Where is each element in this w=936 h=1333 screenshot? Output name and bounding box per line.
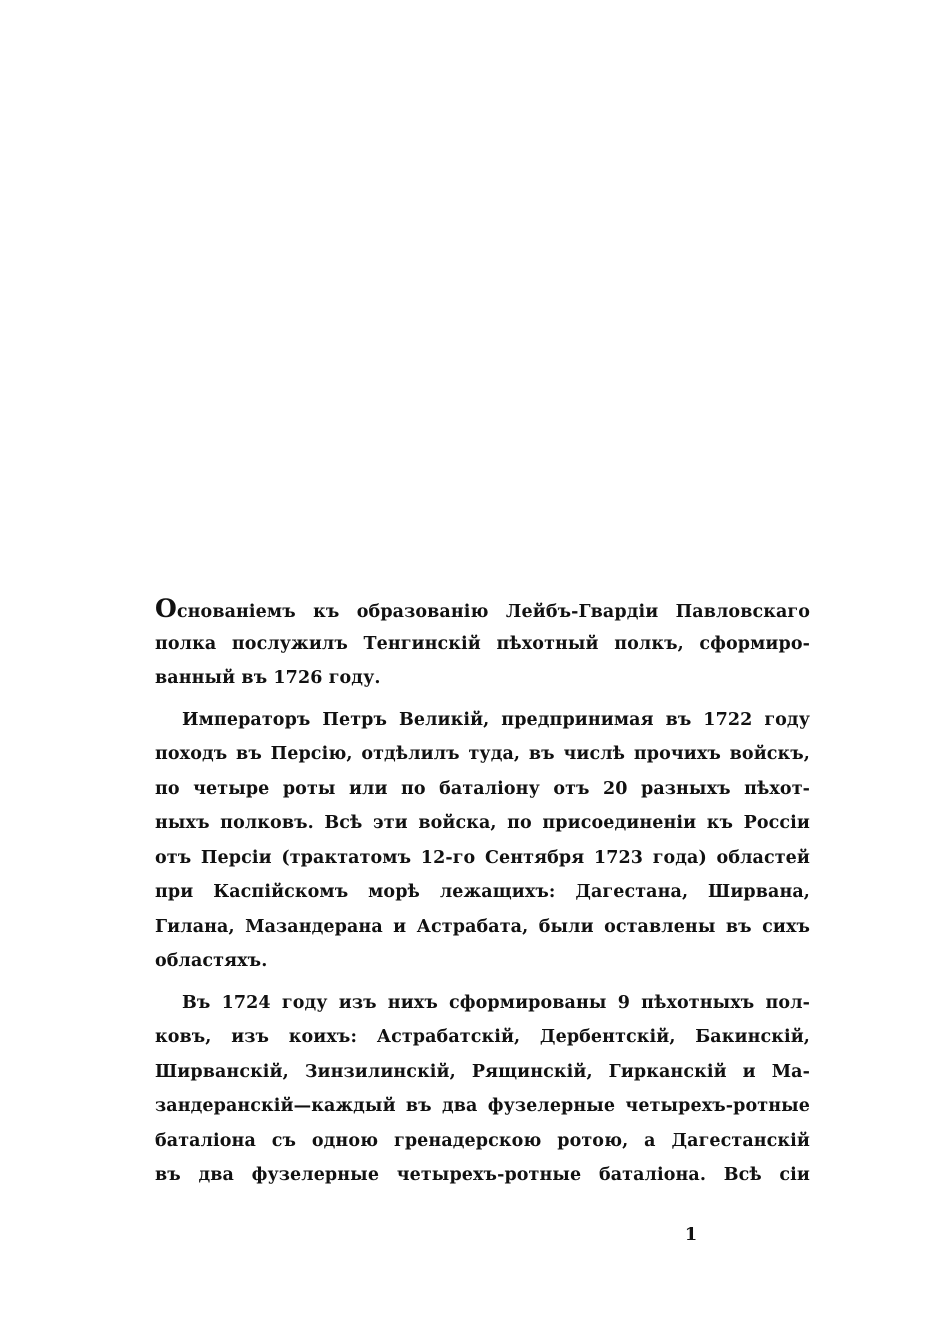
text-line (155, 592, 810, 627)
text-line: ныхъ полковъ. Всѣ эти войска, по присоединеніи къ Россіи (155, 813, 810, 833)
text-line: полка послужилъ Тенгинскій пѣхотный полкъ, сформиро- (155, 633, 810, 654)
text-line: при Каспійскомъ морѣ лежащихъ: Дагестана, Ширвана, (155, 882, 810, 902)
text-line: въ два фузелерные четырехъ-ротные баталіона. Всѣ сіи (155, 1165, 810, 1185)
text-line: отъ Персіи (трактатомъ 12-го Сентября 1723 года) областей (155, 847, 810, 868)
text-line: Въ 1724 году изъ нихъ сформированы 9 пѣхотныхъ пол- (182, 992, 810, 1013)
text-line: по четыре роты или по баталіону отъ 20 разныхъ пѣхот- (155, 778, 810, 799)
page-number: 1 (684, 1224, 698, 1245)
text-line: ванный въ 1726 году. (155, 668, 381, 688)
drop-cap: О (155, 594, 177, 623)
text-line: ковъ, изъ коихъ: Астрабатскій, Дербентскій, Бакинскій, (155, 1027, 810, 1047)
text-line: походъ въ Персію, отдѣлилъ туда, въ числѣ прочихъ войскъ, (155, 744, 810, 764)
body-text (155, 592, 810, 1193)
text-line: зандеранскій—каждый въ два фузелерные четырехъ-ротные (155, 1096, 810, 1116)
text-line: баталіона съ одною гренадерскою ротою, а Дагестанскій (155, 1130, 810, 1151)
line-rest: снованіемъ къ образованію Лейбъ-Гвардіи Павловскаго (176, 602, 810, 622)
text-line: Гилана, Мазандерана и Астрабата, были оставлены въ сихъ (155, 916, 810, 937)
text-line: Ширванскій, Зинзилинскій, Рящинскій, Гирканскій и Ма- (155, 1061, 810, 1082)
text-line: Императоръ Петръ Великій, предпринимая въ 1722 году (182, 709, 810, 730)
text-line: областяхъ. (155, 951, 268, 971)
